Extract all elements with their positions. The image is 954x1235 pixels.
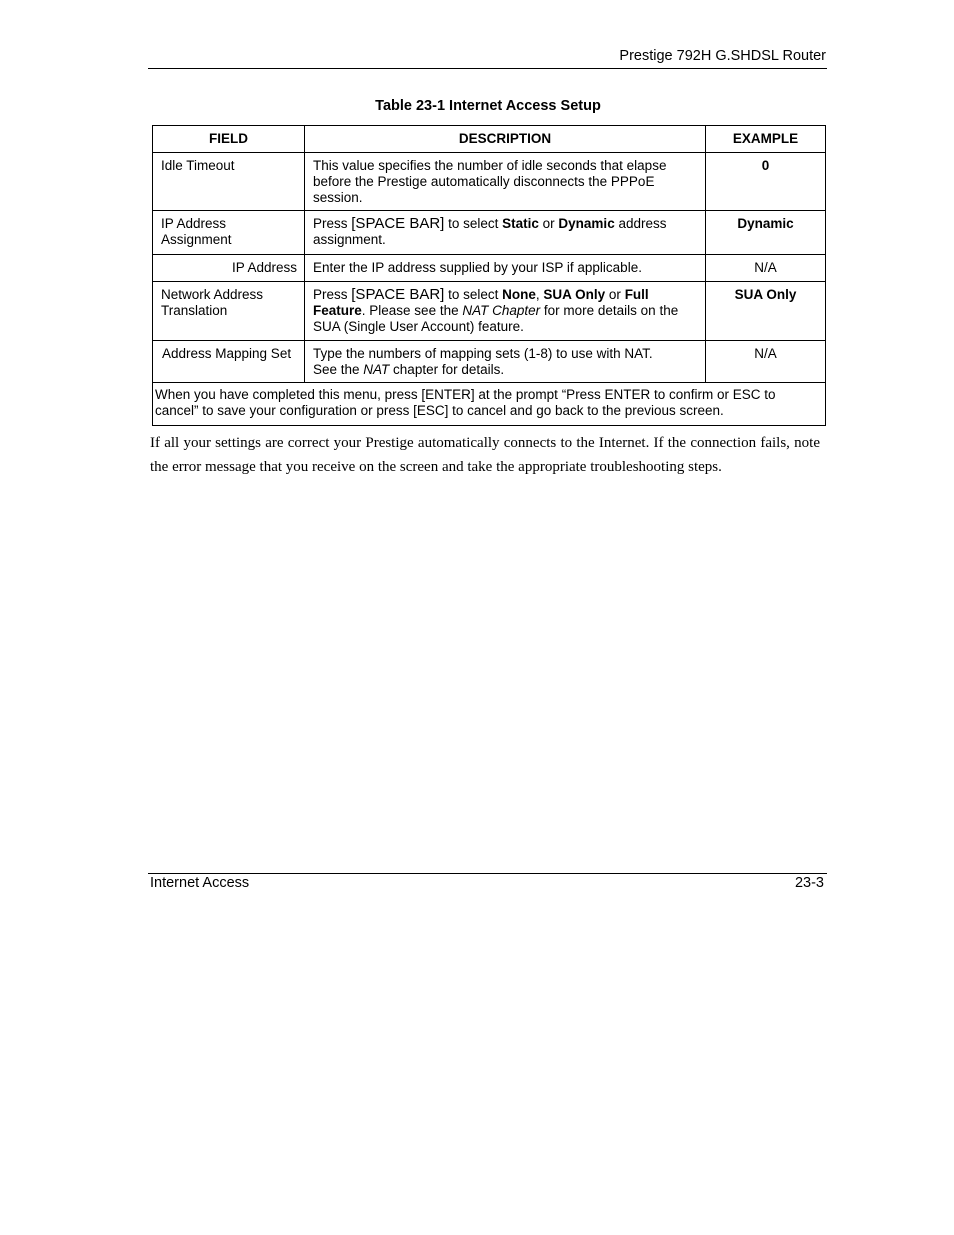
key-name: [SPACE BAR] [351, 286, 445, 303]
table-row [153, 211, 826, 255]
option-name: Full Feature [313, 287, 649, 318]
chapter-reference: NAT [363, 362, 390, 377]
option-name: SUA Only [543, 287, 606, 302]
description-text: or [538, 216, 559, 231]
option-name: Static [502, 216, 539, 231]
description-text: See the [313, 362, 364, 377]
field-cell: IP Address [153, 255, 305, 282]
internet-access-setup-table [152, 125, 826, 426]
field-cell: IP Address Assignment [153, 211, 305, 255]
description-text: Press [313, 216, 352, 231]
body-paragraph: If all your settings are correct your Prestige automatically connects to the Internet. If the connection fails, note the error message that you receive on the screen and take the appropriate troubleshooting steps. [150, 435, 820, 475]
column-header-field: FIELD [153, 126, 305, 153]
table-header-row [153, 126, 826, 153]
description-text: Type the numbers of mapping sets (1-8) to use with NAT. [313, 346, 653, 361]
example-cell: N/A [706, 255, 826, 282]
table-row [153, 341, 826, 383]
description-cell: This value specifies the number of idle seconds that elapse before the Prestige automatically disconnects the PPPoE session. [305, 153, 706, 211]
column-header-example: EXAMPLE [706, 126, 826, 153]
example-cell: Dynamic [706, 211, 826, 255]
description-cell [305, 282, 706, 341]
description-cell [305, 211, 706, 255]
option-name: None [502, 287, 536, 302]
table-note-row [153, 383, 826, 426]
footer-page-number: 23-3 [794, 875, 824, 891]
description-text: , [535, 287, 544, 302]
table-note: When you have completed this menu, press [ENTER] at the prompt “Press ENTER to confirm or ESC to cancel” to save your configuration or press [ESC] to cancel and go back to the previous screen. [153, 383, 826, 426]
column-header-description: DESCRIPTION [305, 126, 706, 153]
header-divider [148, 68, 827, 69]
description-text: . Please see the [361, 303, 463, 318]
description-text: to select [444, 287, 503, 302]
key-name: [SPACE BAR] [351, 215, 445, 232]
description-text: Press [313, 287, 352, 302]
field-cell: Network Address Translation [153, 282, 305, 341]
description-text: for more details on the SUA (Single User Account) feature. [313, 303, 679, 334]
table-caption: Table 23-1 Internet Access Setup [375, 98, 601, 114]
description-text: address assignment. [313, 216, 667, 247]
field-cell: Address Mapping Set [153, 341, 305, 383]
description-text: to select [444, 216, 503, 231]
field-cell: Idle Timeout [153, 153, 305, 211]
description-cell: Enter the IP address supplied by your ISP if applicable. [305, 255, 706, 282]
example-cell: SUA Only [706, 282, 826, 341]
description-text: chapter for details. [389, 362, 505, 377]
table-row [153, 255, 826, 282]
chapter-reference: NAT Chapter [462, 303, 541, 318]
description-text: or [605, 287, 625, 302]
footer-divider [148, 873, 827, 874]
table-row [153, 153, 826, 211]
example-cell: 0 [706, 153, 826, 211]
description-cell [305, 341, 706, 383]
footer-section-name: Internet Access [150, 875, 250, 891]
page-header-title: Prestige 792H G.SHDSL Router [619, 48, 826, 64]
option-name: Dynamic [558, 216, 615, 231]
example-cell: N/A [706, 341, 826, 383]
table-row [153, 282, 826, 341]
